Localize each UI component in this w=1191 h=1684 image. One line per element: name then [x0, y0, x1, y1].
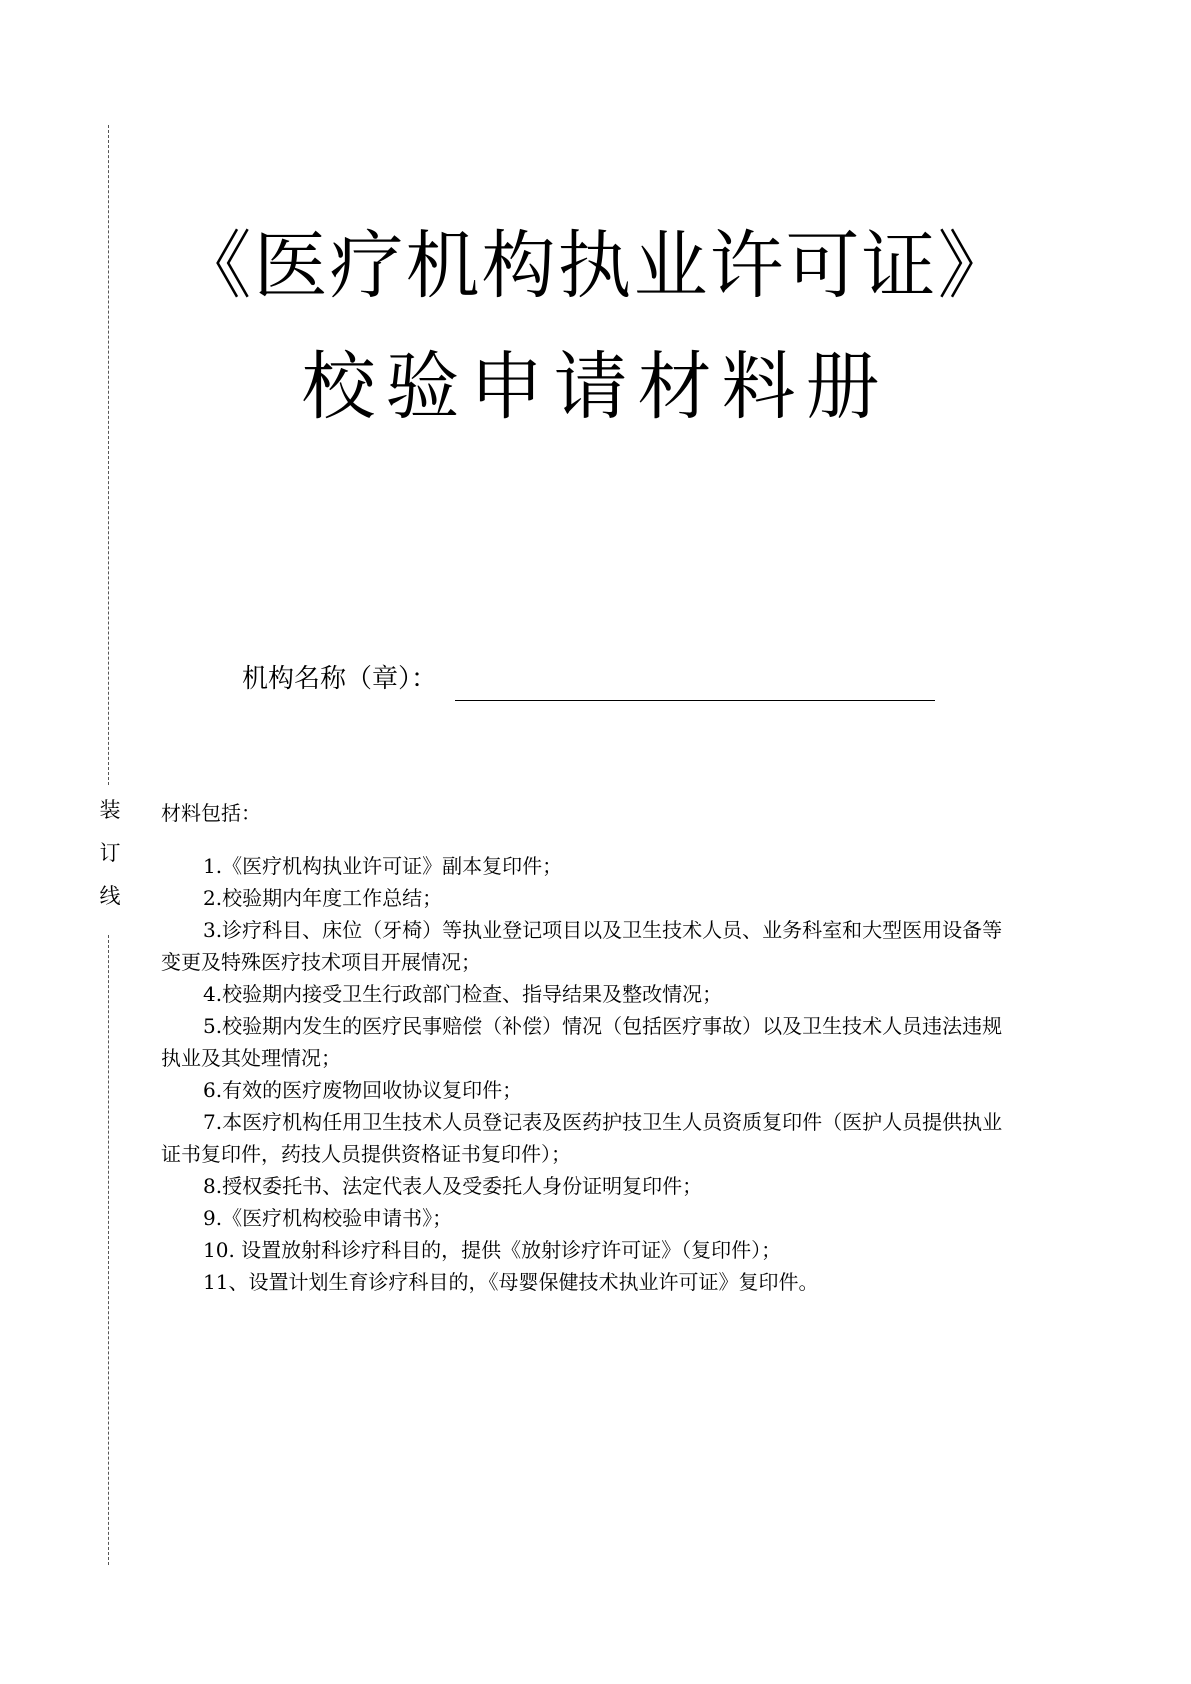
binding-char-xian: 线 [99, 884, 121, 908]
list-item: 6.有效的医疗废物回收协议复印件； [203, 1078, 523, 1102]
list-item: 4.校验期内接受卫生行政部门检查、指导结果及整改情况； [203, 982, 723, 1006]
list-item: 7.本医疗机构任用卫生技术人员登记表及医药护技卫生人员资质复印件（医护人员提供执业证书复印件，药技人员提供资格证书复印件）； [161, 1110, 1003, 1166]
list-item: 3.诊疗科目、床位（牙椅）等执业登记项目以及卫生技术人员、业务科室和大型医用设备等变更及特殊医疗技术项目开展情况； [161, 918, 1003, 974]
list-item: 1.《医疗机构执业许可证》副本复印件； [203, 854, 563, 878]
org-name-field[interactable] [455, 700, 935, 701]
org-name-label: 机构名称（章）： [242, 664, 438, 694]
list-item: 2.校验期内年度工作总结； [203, 886, 443, 910]
list-item: 10. 设置放射科诊疗科目的，提供《放射诊疗许可证》（复印件）； [203, 1238, 782, 1262]
materials-list [161, 850, 1021, 1298]
binding-line-label [98, 800, 122, 929]
binding-char-zhuang: 装 [99, 798, 121, 822]
list-item: 8.授权委托书、法定代表人及受委托人身份证明复印件； [203, 1174, 703, 1198]
binding-dashed-line-bottom [108, 935, 109, 1565]
list-item: 5.校验期内发生的医疗民事赔偿（补偿）情况（包括医疗事故）以及卫生技术人员违法违规执业及其处理情况； [161, 1014, 1003, 1070]
binding-char-ding: 订 [99, 841, 121, 865]
materials-heading: 材料包括： [161, 801, 261, 825]
document-title: 《医疗机构执业许可证》 [177, 223, 1014, 309]
list-item: 9.《医疗机构校验申请书》； [203, 1206, 453, 1230]
materials-section [161, 797, 1021, 1298]
document-subtitle: 校验申请材料册 [301, 344, 890, 430]
list-item: 11、设置计划生育诊疗科目的，《母婴保健技术执业许可证》复印件。 [203, 1270, 819, 1294]
